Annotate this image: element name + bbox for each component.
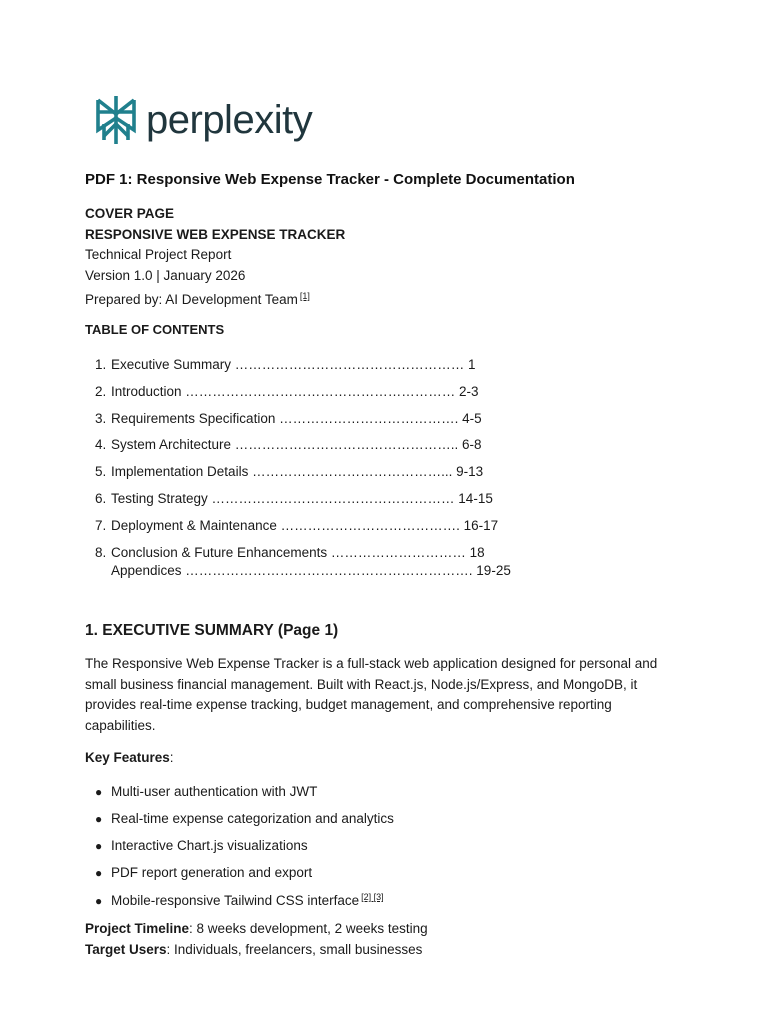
users-label: Target Users bbox=[85, 941, 167, 957]
executive-summary-paragraph: The Responsive Web Expense Tracker is a full-stack web application designed for personal and small business financial management. Built with React.js, Node.js/Express, and MongoDB, it provides real-time expense tracking, budget management, and comprehensive reporting capabilities. bbox=[85, 656, 658, 733]
toc-item-number: 6. bbox=[95, 490, 107, 506]
bullet-icon: ● bbox=[95, 839, 103, 853]
document-title: PDF 1: Responsive Web Expense Tracker - Complete Documentation bbox=[85, 171, 575, 188]
list-item bbox=[95, 838, 394, 865]
timeline-value: : 8 weeks development, 2 weeks testing bbox=[189, 921, 428, 936]
prepared-by-text: Prepared by: AI Development Team bbox=[85, 292, 298, 307]
list-item bbox=[95, 892, 394, 919]
feature-text: Real-time expense categorization and analytics bbox=[111, 811, 394, 826]
feature-text: PDF report generation and export bbox=[111, 865, 313, 880]
timeline-label: Project Timeline bbox=[85, 921, 190, 936]
key-features-label bbox=[85, 750, 174, 765]
perplexity-logo-icon bbox=[94, 94, 138, 146]
key-features-list bbox=[95, 784, 394, 919]
cover-version: Version 1.0 | January 2026 bbox=[85, 267, 246, 283]
toc-item-text: Testing Strategy ……………………………………………… 14-15 bbox=[111, 490, 493, 506]
toc-item-number: 1. bbox=[95, 357, 107, 372]
table-of-contents bbox=[95, 355, 511, 580]
bullet-icon: ● bbox=[95, 866, 103, 880]
logo-wordmark: perplexity bbox=[146, 98, 313, 142]
perplexity-logo bbox=[94, 94, 312, 146]
toc-item-text: Conclusion & Future Enhancements ………………………… 18 bbox=[111, 544, 485, 560]
project-meta bbox=[85, 919, 428, 960]
citation-link[interactable]: [2] [3] bbox=[361, 892, 384, 902]
feature-text: Interactive Chart.js visualizations bbox=[111, 838, 308, 853]
list-item bbox=[95, 784, 394, 811]
bullet-icon: ● bbox=[95, 894, 103, 908]
toc-item-number: 3. bbox=[95, 410, 107, 426]
citation-link[interactable]: [1] bbox=[299, 291, 310, 301]
cover-product-name: RESPONSIVE WEB EXPENSE TRACKER bbox=[85, 226, 346, 242]
toc-item-number: 8. bbox=[95, 544, 107, 560]
cover-prepared-by bbox=[85, 286, 345, 311]
users-value: : Individuals, freelancers, small businesses bbox=[166, 941, 423, 957]
key-features-label-text: Key Features bbox=[85, 750, 170, 765]
project-timeline bbox=[85, 919, 428, 940]
toc-item-text: System Architecture ………………………………………….. 6-8 bbox=[111, 437, 482, 453]
toc-item-number: 5. bbox=[95, 464, 107, 480]
feature-text: Mobile-responsive Tailwind CSS interface bbox=[111, 893, 360, 908]
toc-item-text: Introduction …………………………………………………… 2-3 bbox=[111, 383, 479, 399]
bullet-icon: ● bbox=[95, 785, 103, 799]
toc-item bbox=[95, 516, 511, 543]
toc-item-number: 7. bbox=[95, 517, 107, 533]
list-item bbox=[95, 811, 394, 838]
toc-item-number: 2. bbox=[95, 383, 107, 399]
cover-heading: COVER PAGE bbox=[85, 206, 175, 221]
toc-appendices: Appendices ………………………………………………………. 19-25 bbox=[111, 563, 511, 579]
toc-item-number: 4. bbox=[95, 437, 107, 453]
toc-item bbox=[95, 355, 511, 382]
cover-page-block bbox=[85, 204, 345, 311]
list-item bbox=[95, 865, 394, 892]
cover-subtitle: Technical Project Report bbox=[85, 247, 232, 262]
toc-item bbox=[95, 462, 511, 489]
toc-item-text: Deployment & Maintenance …………………………………. 16-17 bbox=[111, 517, 499, 533]
feature-text: Multi-user authentication with JWT bbox=[111, 784, 318, 799]
toc-item-text: Requirements Specification …………………………………. 4-5 bbox=[111, 410, 482, 426]
section-heading: 1. EXECUTIVE SUMMARY (Page 1) bbox=[85, 622, 339, 639]
toc-item-text: Executive Summary …………………………………………… 1 bbox=[111, 357, 476, 372]
key-features-colon: : bbox=[169, 750, 174, 765]
toc-item bbox=[95, 409, 511, 436]
toc-item bbox=[95, 489, 511, 516]
bullet-icon: ● bbox=[95, 812, 103, 826]
toc-item bbox=[95, 435, 511, 462]
toc-item bbox=[95, 382, 511, 409]
target-users bbox=[85, 940, 428, 961]
toc-item-text: Implementation Details ……………………………………... 9-13 bbox=[111, 464, 484, 480]
toc-heading: TABLE OF CONTENTS bbox=[85, 322, 225, 337]
